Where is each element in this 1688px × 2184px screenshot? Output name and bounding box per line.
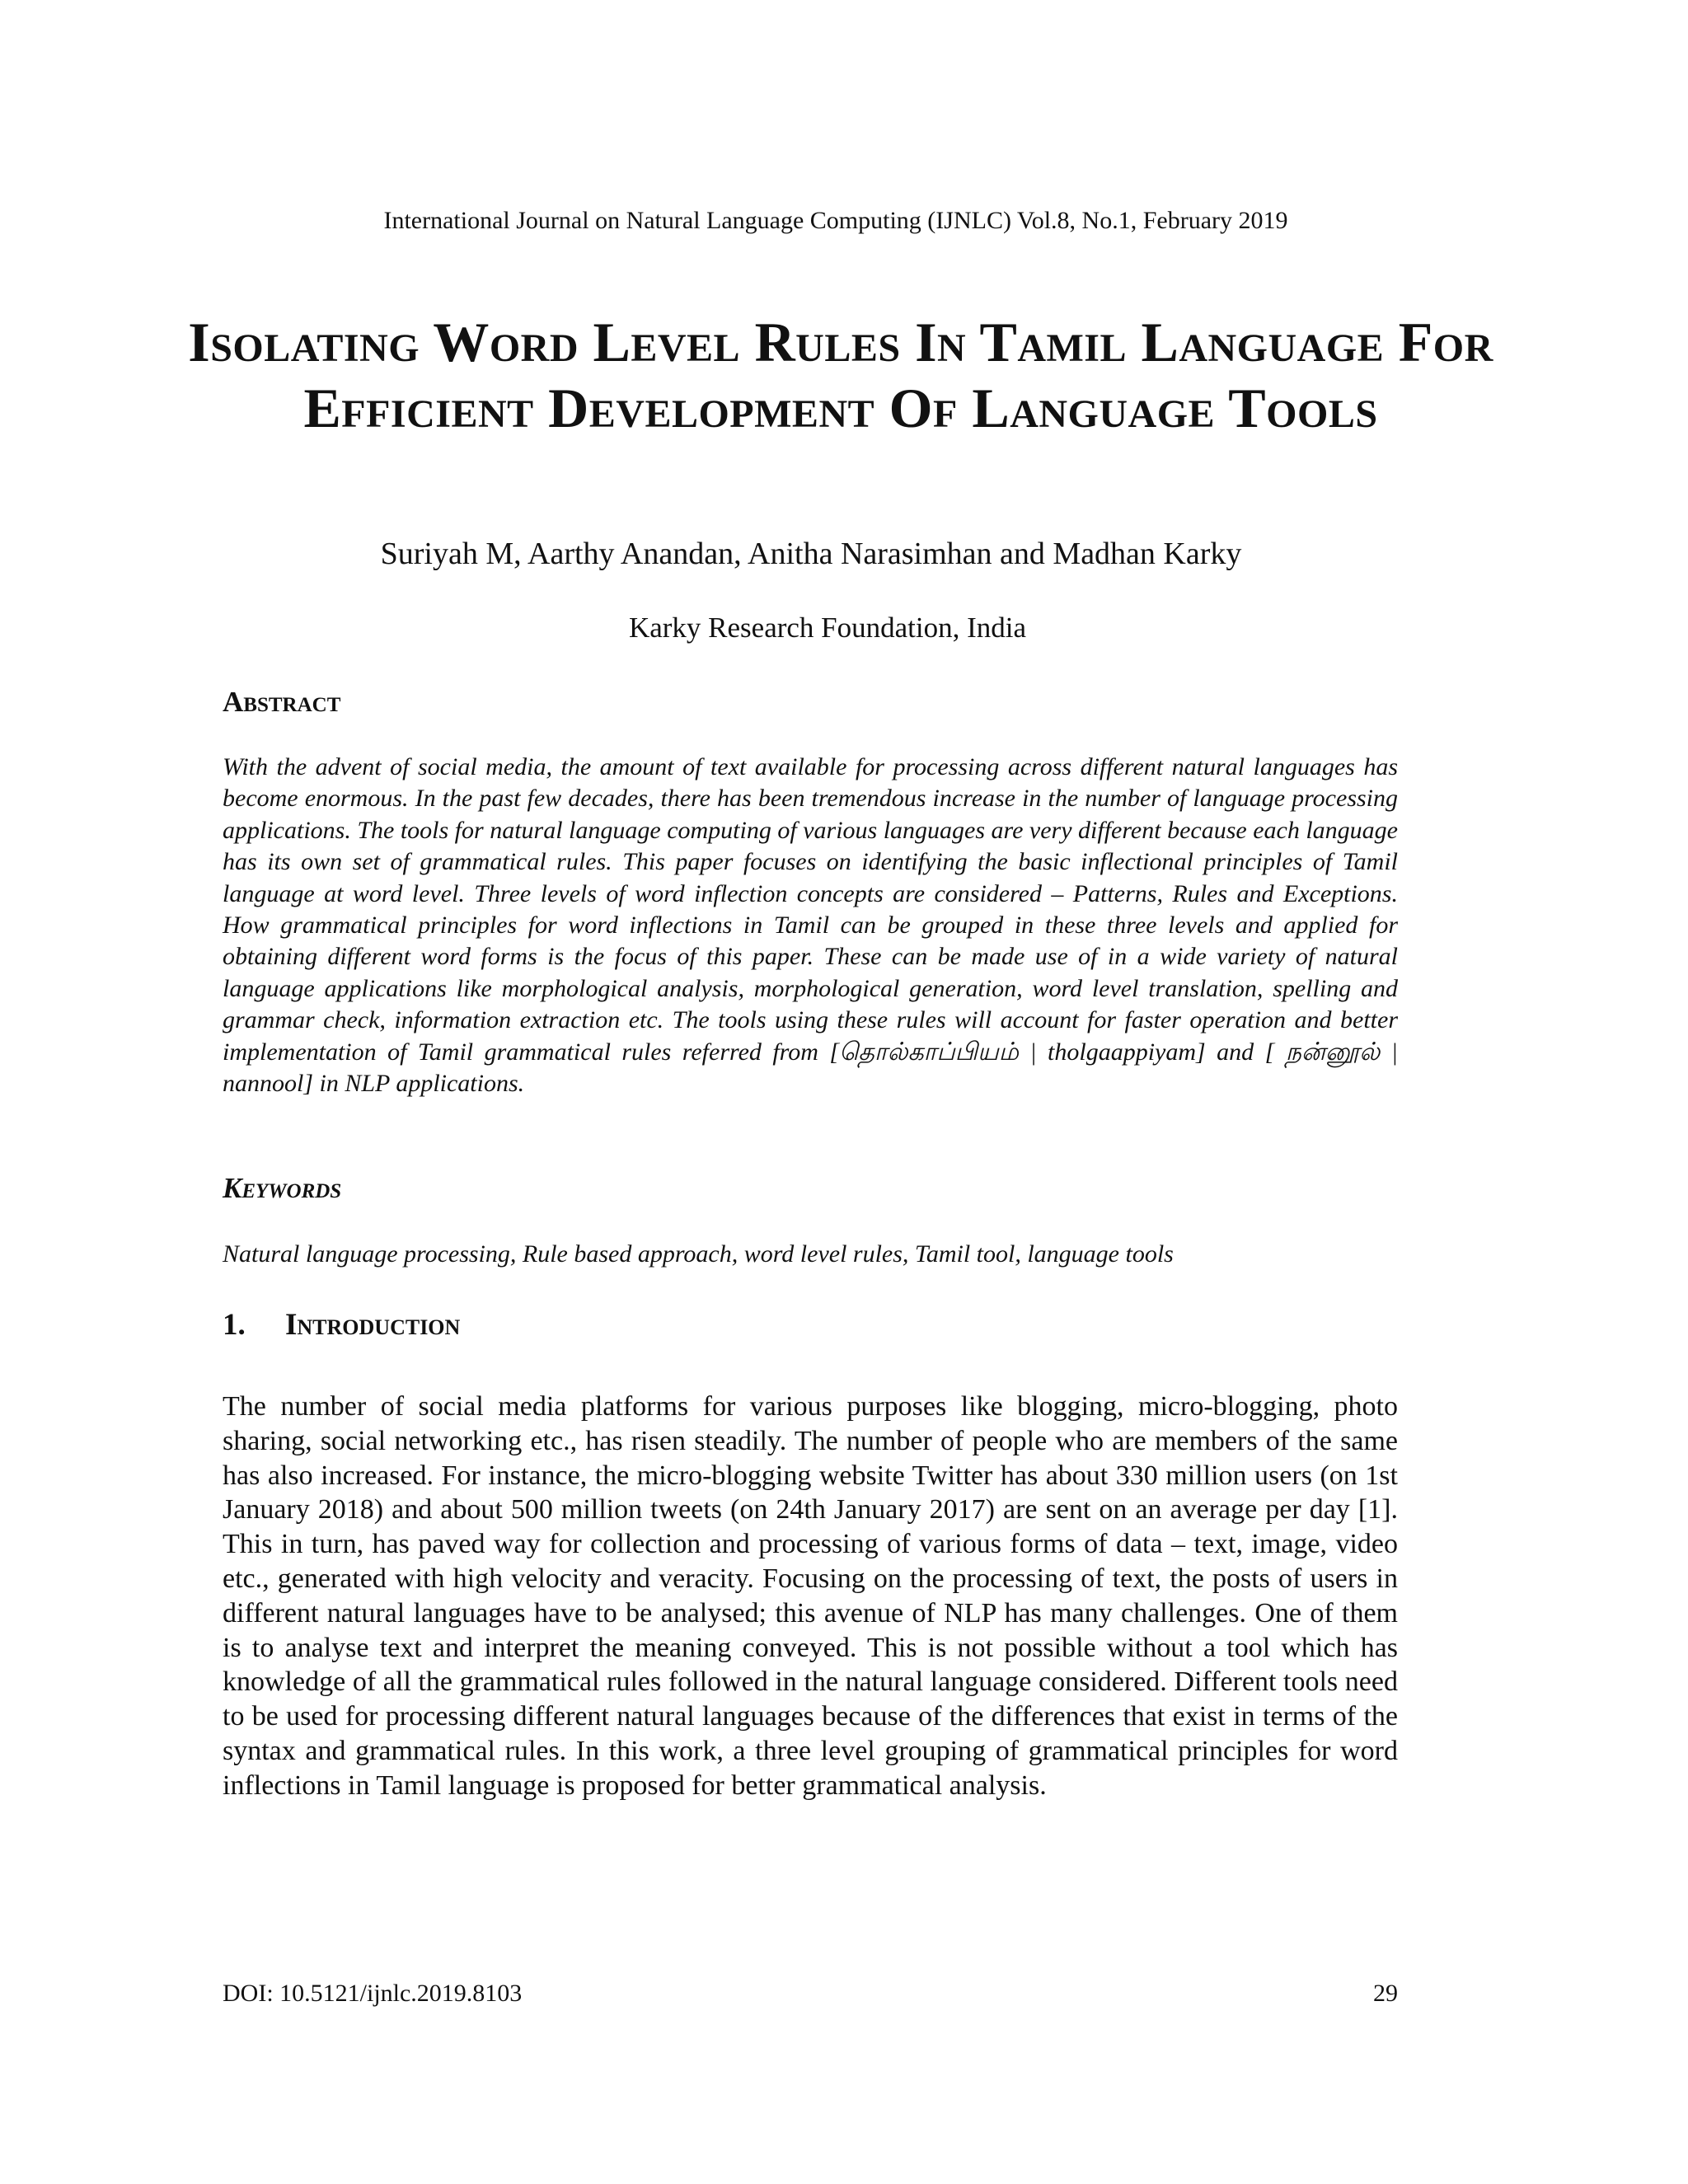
keywords-heading: Keywords (223, 1172, 342, 1204)
doi-footer: DOI: 10.5121/ijnlc.2019.8103 (223, 1980, 523, 2007)
author-list: Suriyah M, Aarthy Anandan, Anitha Narasimhan and Madhan Karky (380, 537, 1242, 571)
introduction-heading (223, 1306, 460, 1344)
section-title: Introduction (285, 1308, 461, 1342)
abstract-text: With the advent of social media, the amount of text available for processing across different natural languages has become enormous. In the past few decades, there has been tremendous increase in the number of language processing applications. The tools for natural language computing of various languages are very different because each language has its own set of grammatical rules. This paper focuses on identifying the basic inflectional principles of Tamil language at word level. Three levels of word inflection concepts are considered – Patterns, Rules and Exceptions. How grammatical principles for word inflections in Tamil can be grouped in these three levels and applied for obtaining different word forms is the focus of this paper. These can be made use of in a wide variety of natural language applications like morphological analysis, morphological generation, word level translation, spelling and grammar check, information extraction etc. The tools using these rules will account for faster operation and better implementation of Tamil grammatical rules referred from [தொல்காப்பியம் | tholgaappiyam] and [ நன்னூல் | nannool] in NLP applications. (223, 753, 1398, 1098)
keywords-text: Natural language processing, Rule based approach, word level rules, Tamil tool, language tools (223, 1240, 1174, 1268)
page-number: 29 (1373, 1980, 1398, 2007)
introduction-text: The number of social media platforms for various purposes like blogging, micro-blogging, photo sharing, social networking etc., has risen steadily. The number of people who are members of the same has also increased. For instance, the micro-blogging website Twitter has about 330 million users (on 1st January 2018) and about 500 million tweets (on 24th January 2017) are sent on an average per day [1]. This in turn, has paved way for collection and processing of various forms of data – text, image, video etc., generated with high velocity and veracity. Focusing on the processing of text, the posts of users in different natural languages have to be analysed; this avenue of NLP has many challenges. One of them is to analyse text and interpret the meaning conveyed. This is not possible without a tool which has knowledge of all the grammatical rules followed in the natural language considered. Different tools need to be used for processing different natural languages because of the differences that exist in terms of the syntax and grammatical rules. In this work, a three level grouping of grammatical principles for word inflections in Tamil language is proposed for better grammatical analysis. (223, 1391, 1398, 1801)
abstract-heading: Abstract (223, 686, 341, 718)
journal-header: International Journal on Natural Language Computing (IJNLC) Vol.8, No.1, February 2019 (383, 207, 1288, 234)
section-number: 1. (223, 1308, 246, 1342)
author-affiliation: Karky Research Foundation, India (628, 612, 1027, 644)
paper-title: Isolating Word Level Rules In Tamil Language For Efficient Development Of Language Tools (188, 311, 1493, 439)
